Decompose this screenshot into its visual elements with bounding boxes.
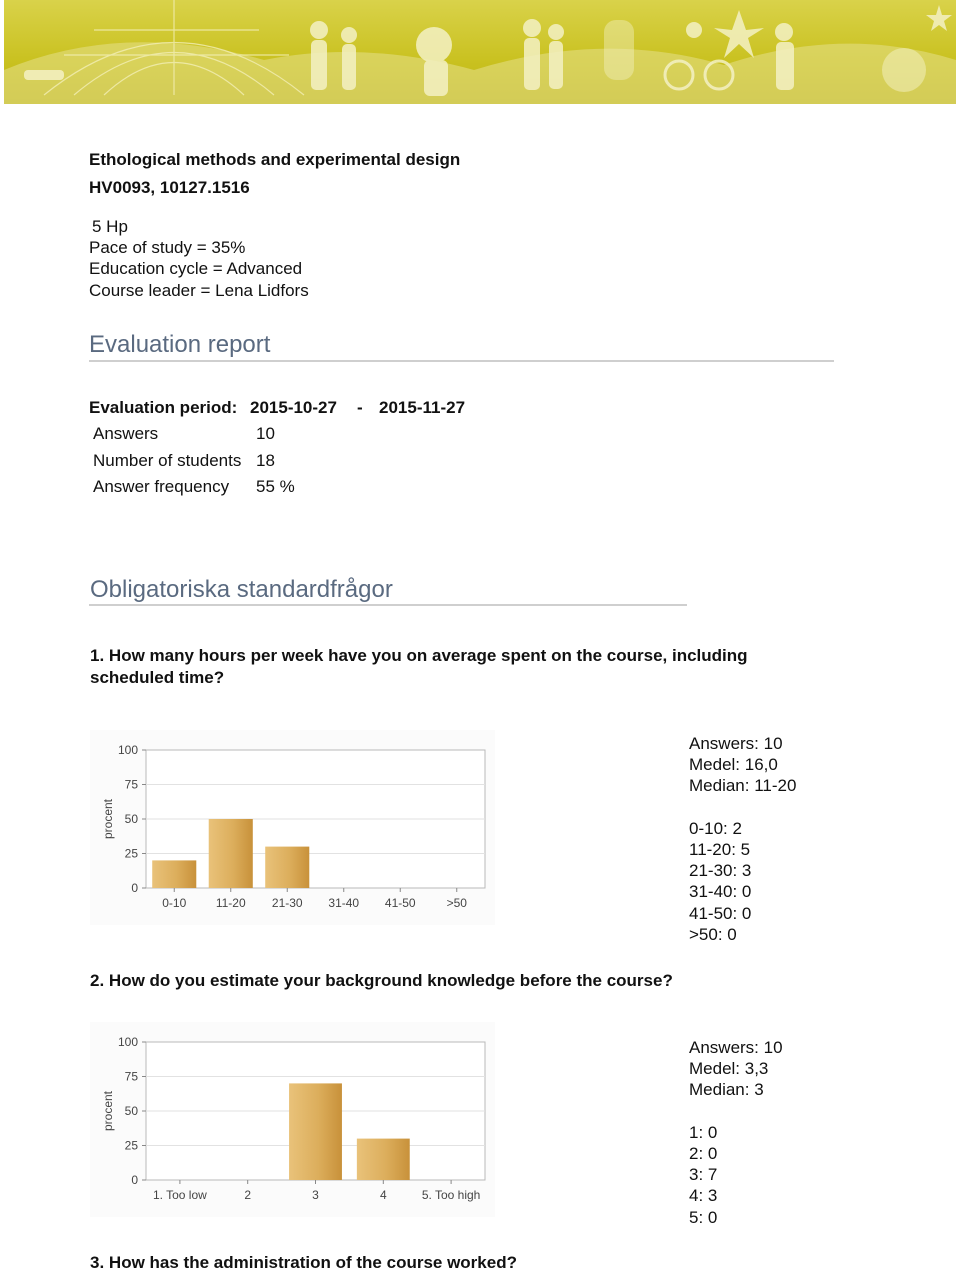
bar	[209, 819, 253, 888]
question-3-text: How has the administration of the course worked?	[108, 1253, 517, 1272]
x-tick-label: 11-20	[215, 896, 246, 910]
bar	[265, 847, 309, 888]
section-heading: Obligatoriska standardfrågor	[90, 576, 393, 603]
evaluation-period-label: Evaluation period:	[89, 398, 238, 417]
stat-line: Answers: 10	[689, 1038, 783, 1057]
bar	[357, 1139, 410, 1180]
stat-line: 5: 0	[689, 1207, 718, 1227]
x-tick-label: 21-30	[271, 896, 303, 910]
question-2-text: How do you estimate your background knowledge before the course?	[108, 971, 673, 990]
frequency-value: 55 %	[256, 477, 295, 496]
evaluation-report-heading: Evaluation report	[89, 331, 271, 358]
course-title: Ethological methods and experimental design	[89, 150, 461, 169]
course-pace: Pace of study = 35%	[89, 238, 246, 257]
banner-silhouettes	[4, 0, 956, 104]
question-3-number: 3.	[90, 1253, 105, 1272]
stat-line: 11-20: 5	[689, 839, 751, 859]
stat-line: 0-10: 2	[689, 818, 742, 838]
answers-value: 10	[256, 424, 275, 443]
course-code: HV0093, 10127.1516	[89, 178, 250, 197]
stat-line: 2: 0	[689, 1143, 718, 1163]
y-tick-label: 50	[124, 812, 138, 826]
question-3	[90, 1252, 830, 1274]
evaluation-period-from: 2015-10-27	[250, 398, 337, 417]
question-1-stats	[689, 733, 796, 945]
x-tick-label: >50	[446, 896, 467, 910]
y-tick-label: 0	[131, 1173, 138, 1187]
question-1-number: 1.	[90, 646, 105, 665]
heading-divider	[89, 360, 834, 362]
answers-label: Answers	[93, 424, 159, 443]
x-tick-label: 1. Too low	[152, 1188, 207, 1202]
stat-line: Medel: 3,3	[689, 1059, 769, 1079]
stat-line: 31-40: 0	[689, 882, 752, 902]
stat-line: 41-50: 0	[689, 903, 752, 923]
stat-line: 3: 7	[689, 1165, 718, 1185]
stat-line: 1: 0	[689, 1122, 718, 1142]
x-tick-label: 41-50	[384, 896, 416, 910]
y-tick-label: 75	[124, 777, 138, 792]
evaluation-period-separator: -	[357, 398, 363, 417]
evaluation-period-to: 2015-11-27	[379, 398, 466, 417]
question-1-text: How many hours per week have you on average spent on the course, including scheduled time?	[90, 646, 748, 687]
y-tick-label: 0	[131, 881, 138, 895]
stat-line	[689, 797, 796, 818]
course-leader: Course leader = Lena Lidfors	[89, 281, 309, 300]
stat-line: Median: 11-20	[689, 776, 797, 796]
course-cycle: Education cycle = Advanced	[89, 259, 303, 278]
x-tick-label: 0-10	[162, 896, 187, 910]
chart-q1-svg	[90, 730, 495, 925]
question-2-number: 2.	[90, 971, 105, 990]
header-banner-image	[4, 0, 956, 104]
y-tick-label: 25	[124, 846, 138, 861]
chart-q2-svg	[90, 1022, 495, 1217]
stat-line: Answers: 10	[689, 734, 783, 753]
y-tick-label: 25	[124, 1138, 138, 1153]
x-tick-label: 5. Too high	[421, 1188, 481, 1202]
chart-q1	[90, 730, 495, 925]
chart-q2	[90, 1022, 495, 1217]
section-divider	[89, 604, 687, 606]
bar	[289, 1083, 342, 1180]
frequency-label: Answer frequency	[93, 477, 230, 496]
question-1	[90, 645, 830, 689]
stat-line: 4: 3	[689, 1186, 718, 1206]
y-tick-label: 50	[124, 1104, 138, 1118]
x-tick-label: 31-40	[328, 896, 360, 910]
course-credits: 5 Hp	[92, 217, 128, 236]
y-axis-label: procent	[101, 1090, 115, 1132]
y-tick-label: 75	[124, 1069, 138, 1084]
bar	[152, 860, 196, 888]
y-tick-label: 100	[117, 1035, 138, 1049]
stat-line: Medel: 16,0	[689, 755, 778, 775]
x-tick-label: 3	[312, 1188, 319, 1202]
x-tick-label: 4	[379, 1188, 387, 1202]
students-value: 18	[256, 451, 275, 470]
x-tick-label: 2	[244, 1188, 252, 1202]
question-2	[90, 970, 830, 992]
y-tick-label: 100	[117, 743, 138, 757]
students-label: Number of students	[93, 451, 242, 470]
y-axis-label: procent	[101, 798, 115, 840]
question-2-stats	[689, 1037, 783, 1228]
stat-line: 21-30: 3	[689, 861, 752, 881]
stat-line: >50: 0	[689, 924, 737, 944]
stat-line: Median: 3	[689, 1080, 764, 1100]
stat-line	[689, 1101, 783, 1122]
